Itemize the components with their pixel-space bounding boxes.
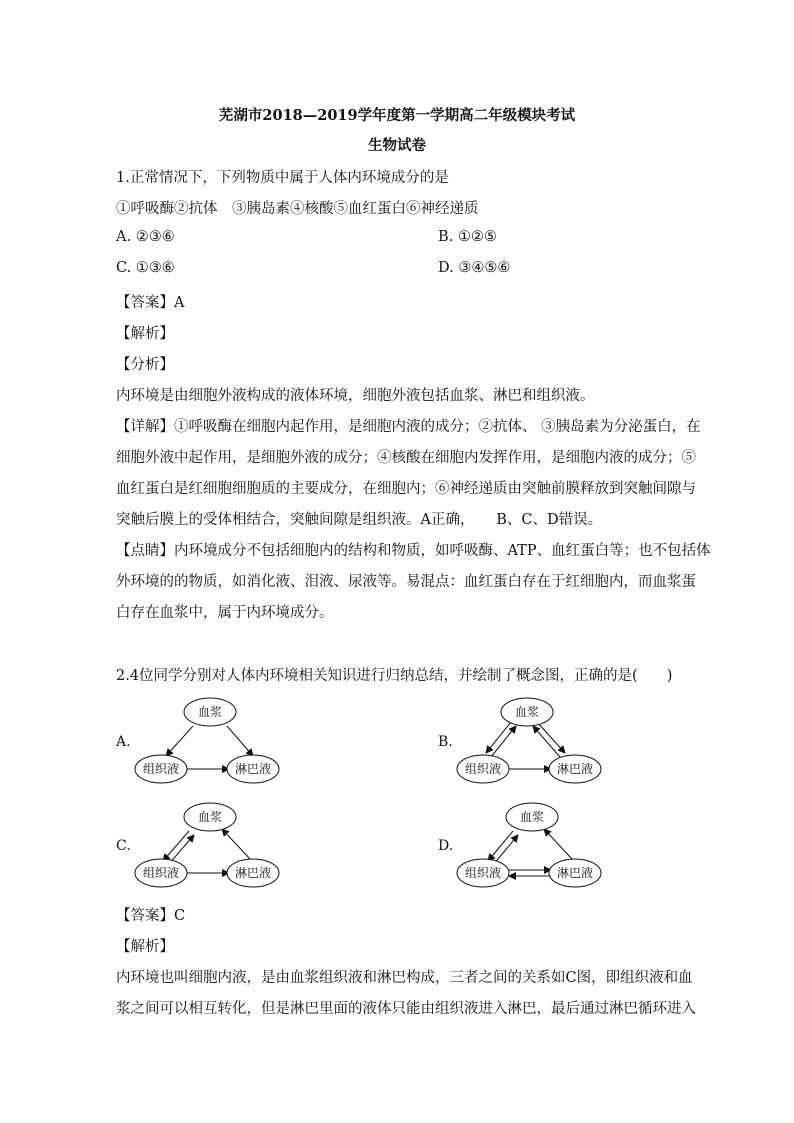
node-tissue-label: 组织液 [142, 866, 180, 880]
node-lymph-label: 淋巴液 [234, 762, 272, 776]
q1-point-line: 白存在血浆中，属于内环境成分。 [116, 605, 334, 621]
q2-stem: 2.4位同学分别对人体内环境相关知识进行归纳总结，并绘制了概念图，正确的是( ) [116, 668, 673, 684]
q2-label-c: C. [116, 838, 131, 854]
q1-option-c: C. ①③⑥ [116, 260, 175, 276]
q1-option-d: D. ③④⑤⑥ [438, 260, 511, 276]
q1-detail-line: 【详解】①呼吸酶在细胞内起作用，是细胞内液的成分；②抗体、 ③胰岛素为分泌蛋白，在 [116, 419, 701, 435]
q1-detail-line: 血红蛋白是红细胞细胞质的主要成分，在细胞内；⑥神经递质由突触前膜释放到突触间隙与 [116, 481, 696, 497]
diagram-d [457, 803, 601, 887]
node-plasma-label: 血浆 [519, 810, 545, 824]
exam-title: 芜湖市2018—2019学年度第一学期高二年级模块考试 [218, 107, 576, 124]
q2-analysis-line: 内环境也叫细胞内液，是由血浆组织液和淋巴构成，三者之间的关系如C图，即组织液和血 [116, 970, 693, 986]
q1-analysis-head: 【解析】 [116, 326, 174, 342]
arrow [533, 726, 560, 757]
node-plasma-label: 血浆 [514, 705, 540, 719]
q1-option-b: B. ①②⑤ [438, 229, 497, 245]
diagram-b [457, 698, 601, 783]
node-tissue-label: 组织液 [464, 866, 502, 880]
node-plasma-label: 血浆 [197, 705, 223, 719]
node-lymph-label: 淋巴液 [234, 866, 272, 880]
q1-option-a: A. ②③⑥ [116, 229, 175, 245]
q2-answer: 【答案】C [116, 908, 186, 924]
arrow [544, 829, 572, 859]
node-lymph-label: 淋巴液 [556, 866, 594, 880]
node-tissue-label: 组织液 [464, 762, 502, 776]
diagram-c [135, 803, 279, 887]
q1-detail-line: 突触后膜上的受体相结合，突触间隙是组织液。A正确， B、C、D错误。 [116, 512, 603, 528]
q1-fenxi-text: 内环境是由细胞外液构成的液体环境，细胞外液包括血浆、淋巴和组织液。 [116, 388, 595, 404]
q1-answer: 【答案】A [116, 295, 185, 311]
q1-fenxi-head: 【分析】 [116, 357, 174, 373]
q2-label-b: B. [438, 734, 453, 750]
arrow [537, 722, 565, 753]
arrow [222, 829, 250, 859]
exam-subtitle: 生物试卷 [368, 137, 426, 154]
q2-label-a: A. [116, 734, 131, 750]
q2-analysis-head: 【解析】 [116, 939, 174, 955]
arrow [227, 726, 253, 756]
q2-label-d: D. [438, 838, 454, 854]
q1-items: ①呼吸酶②抗体 ③胰岛素④核酸⑤血红蛋白⑥神经递质 [116, 201, 479, 217]
node-tissue-label: 组织液 [142, 762, 180, 776]
q1-stem: 1.正常情况下，下列物质中属于人体内环境成分的是 [116, 170, 449, 186]
q1-point-line: 外环境的的物质，如消化液、泪液、尿液等。易混点：血红蛋白存在于红细胞内，而血浆蛋 [116, 574, 696, 590]
diagram-a [135, 698, 279, 783]
arrow [166, 726, 193, 756]
q1-point-line: 【点睛】内环境成分不包括细胞内的结构和物质，如呼吸酶、ATP、血红蛋白等；也不包括体 [116, 543, 711, 559]
node-plasma-label: 血浆 [197, 810, 223, 824]
node-lymph-label: 淋巴液 [556, 762, 594, 776]
q1-detail-line: 细胞外液中起作用，是细胞外液的成分；④核酸在细胞内发挥作用，是细胞内液的成分；⑤ [116, 450, 696, 466]
q2-analysis-line: 浆之间可以相互转化，但是淋巴里面的液体只能由组织液进入淋巴，最后通过淋巴循环进入 [116, 1001, 696, 1017]
